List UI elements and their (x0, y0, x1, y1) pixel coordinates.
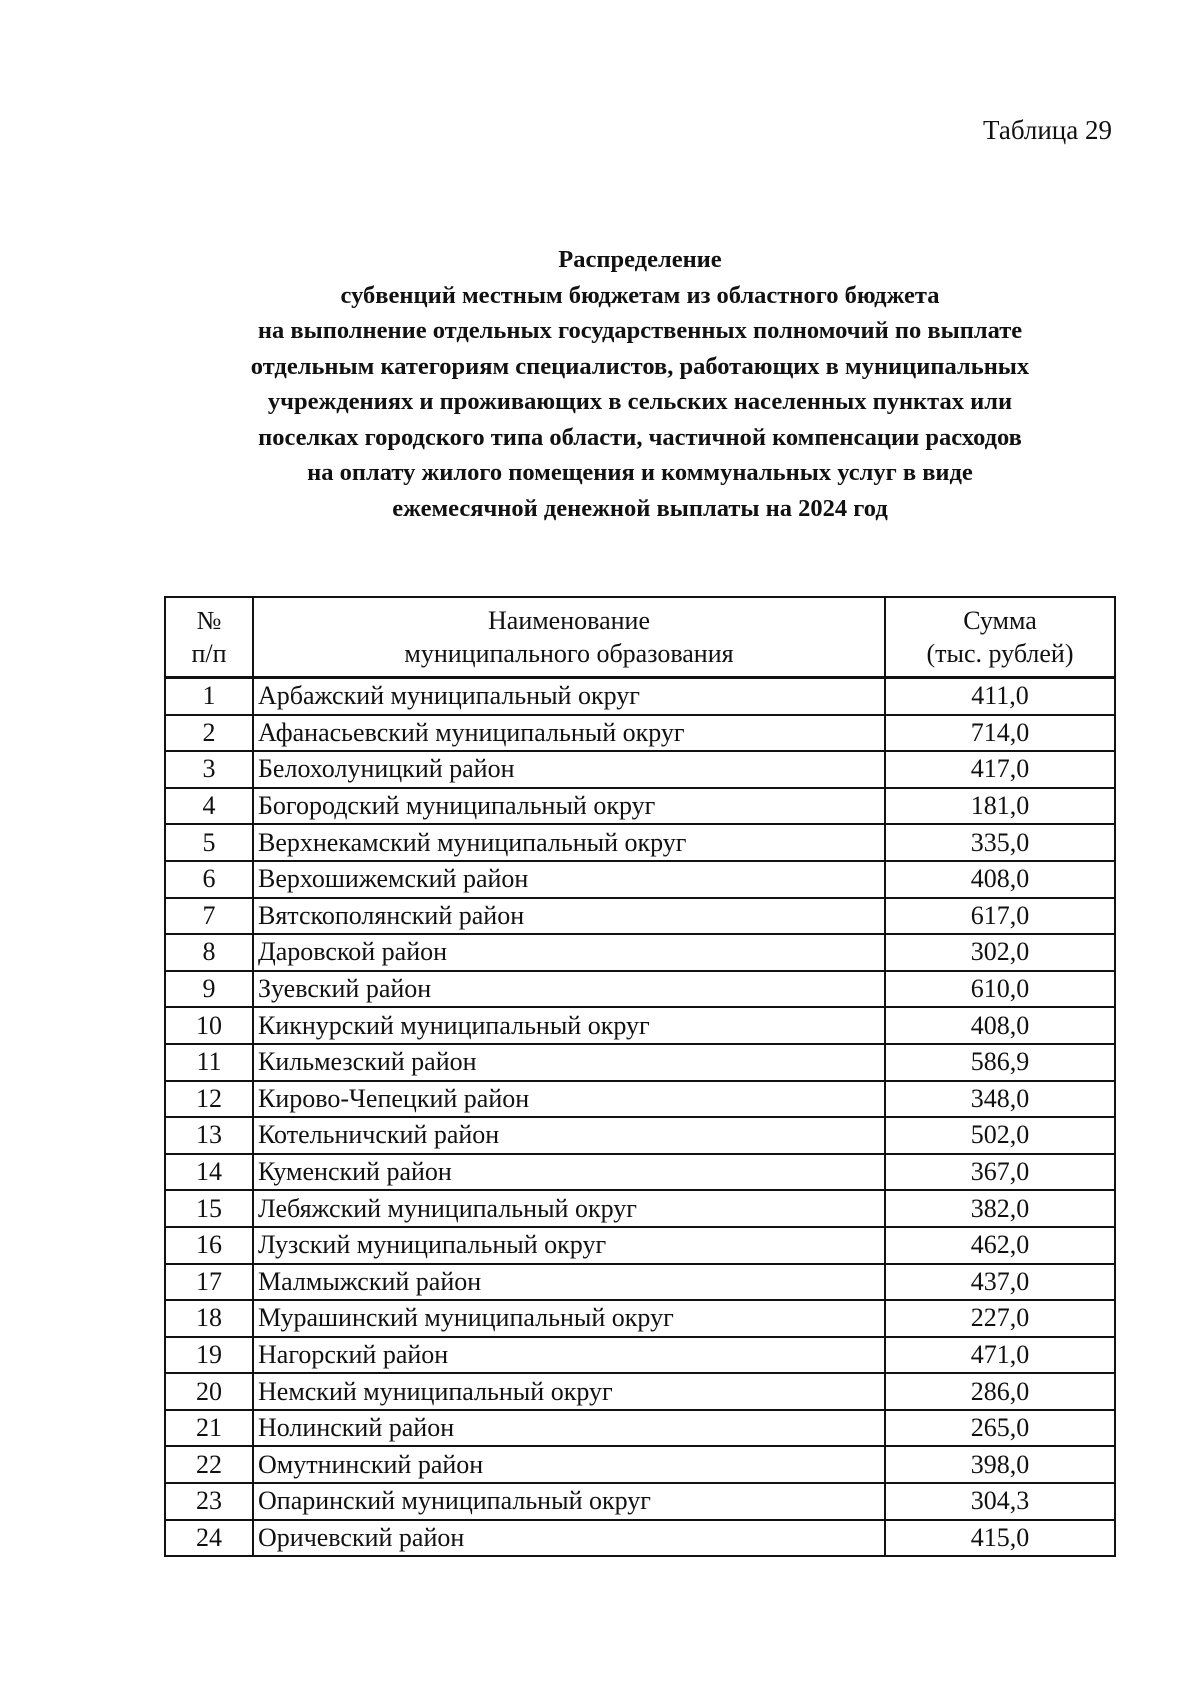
municipality-name: Афанасьевский муниципальный округ (253, 715, 885, 752)
subvention-amount: 367,0 (885, 1154, 1115, 1191)
municipality-name: Котельничский район (253, 1117, 885, 1154)
row-number: 8 (165, 934, 253, 971)
row-number: 14 (165, 1154, 253, 1191)
municipality-name: Оричевский район (253, 1520, 885, 1557)
subvention-amount: 502,0 (885, 1117, 1115, 1154)
title-line: учреждениях и проживающих в сельских населенных пунктах или (267, 388, 1013, 415)
table-row (165, 1190, 1115, 1227)
subvention-amount: 181,0 (885, 788, 1115, 825)
row-number: 13 (165, 1117, 253, 1154)
header-number-line1: № (196, 606, 222, 635)
row-number: 16 (165, 1227, 253, 1264)
row-number: 9 (165, 971, 253, 1008)
row-number: 4 (165, 788, 253, 825)
table-row (165, 1373, 1115, 1410)
row-number: 5 (165, 824, 253, 861)
subvention-amount: 417,0 (885, 751, 1115, 788)
subvention-amount: 348,0 (885, 1081, 1115, 1118)
table-row (165, 1520, 1115, 1557)
table-row (165, 1044, 1115, 1081)
row-number: 19 (165, 1337, 253, 1374)
header-sum (885, 597, 1115, 678)
subvention-amount: 286,0 (885, 1373, 1115, 1410)
row-number: 24 (165, 1520, 253, 1557)
row-number: 11 (165, 1044, 253, 1081)
table-row (165, 824, 1115, 861)
table-row (165, 1337, 1115, 1374)
table-number-label: Таблица 29 (983, 115, 1112, 145)
municipality-name: Немский муниципальный округ (253, 1373, 885, 1410)
municipality-name: Кильмезский район (253, 1044, 885, 1081)
subvention-amount: 408,0 (885, 1007, 1115, 1044)
table-row (165, 1117, 1115, 1154)
document-title (150, 242, 1130, 526)
row-number: 18 (165, 1300, 253, 1337)
subvention-amount: 304,3 (885, 1483, 1115, 1520)
municipality-name: Куменский район (253, 1154, 885, 1191)
header-name-line1: Наименование (488, 606, 650, 635)
row-number: 10 (165, 1007, 253, 1044)
title-line: Распределение (558, 246, 722, 273)
table-row (165, 1483, 1115, 1520)
table-body (165, 678, 1115, 1557)
municipality-name: Зуевский район (253, 971, 885, 1008)
header-name-line2: муниципального образования (404, 639, 734, 668)
table-row (165, 1081, 1115, 1118)
table-row (165, 788, 1115, 825)
municipality-name: Белохолуницкий район (253, 751, 885, 788)
row-number: 6 (165, 861, 253, 898)
municipality-name: Мурашинский муниципальный округ (253, 1300, 885, 1337)
table-header-row (165, 597, 1115, 678)
table-row (165, 751, 1115, 788)
municipality-name: Малмыжский район (253, 1264, 885, 1301)
row-number: 3 (165, 751, 253, 788)
municipality-name: Лебяжский муниципальный округ (253, 1190, 885, 1227)
header-name (253, 597, 885, 678)
municipality-name: Нолинский район (253, 1410, 885, 1447)
subvention-amount: 227,0 (885, 1300, 1115, 1337)
header-sum-line1: Сумма (963, 606, 1037, 635)
title-line: отдельным категориям специалистов, работающих в муниципальных (250, 352, 1030, 380)
municipality-name: Верхошижемский район (253, 861, 885, 898)
subvention-amount: 411,0 (885, 678, 1115, 715)
table-row (165, 1154, 1115, 1191)
subvention-amount: 415,0 (885, 1520, 1115, 1557)
subvention-amount: 714,0 (885, 715, 1115, 752)
row-number: 22 (165, 1446, 253, 1483)
municipality-name: Нагорский район (253, 1337, 885, 1374)
table-row (165, 971, 1115, 1008)
municipality-name: Кикнурский муниципальный округ (253, 1007, 885, 1044)
title-line: поселках городского типа области, частичной компенсации расходов (258, 423, 1022, 451)
municipality-name: Вятскополянский район (253, 898, 885, 935)
row-number: 1 (165, 678, 253, 715)
subvention-amount: 265,0 (885, 1410, 1115, 1447)
subvention-amount: 471,0 (885, 1337, 1115, 1374)
municipality-name: Кирово-Чепецкий район (253, 1081, 885, 1118)
subvention-amount: 462,0 (885, 1227, 1115, 1264)
subvention-amount: 586,9 (885, 1044, 1115, 1081)
table-row (165, 1446, 1115, 1483)
title-line: ежемесячной денежной выплаты на 2024 год (392, 494, 888, 522)
municipality-name: Богородский муниципальный округ (253, 788, 885, 825)
table-row (165, 1007, 1115, 1044)
municipality-name: Лузский муниципальный округ (253, 1227, 885, 1264)
row-number: 7 (165, 898, 253, 935)
subvention-amount: 335,0 (885, 824, 1115, 861)
subvention-amount: 610,0 (885, 971, 1115, 1008)
table-row (165, 898, 1115, 935)
row-number: 17 (165, 1264, 253, 1301)
header-number-line2: п/п (191, 639, 227, 668)
table-row (165, 1410, 1115, 1447)
municipality-name: Даровской район (253, 934, 885, 971)
table-row (165, 1264, 1115, 1301)
row-number: 23 (165, 1483, 253, 1520)
header-number (165, 597, 253, 678)
row-number: 15 (165, 1190, 253, 1227)
subvention-amount: 398,0 (885, 1446, 1115, 1483)
table-row (165, 861, 1115, 898)
subvention-amount: 302,0 (885, 934, 1115, 971)
row-number: 2 (165, 715, 253, 752)
subvention-amount: 408,0 (885, 861, 1115, 898)
row-number: 21 (165, 1410, 253, 1447)
row-number: 20 (165, 1373, 253, 1410)
subvention-amount: 382,0 (885, 1190, 1115, 1227)
municipality-name: Омутнинский район (253, 1446, 885, 1483)
subvention-table (164, 596, 1116, 1557)
table-row (165, 1300, 1115, 1337)
table-row (165, 934, 1115, 971)
header-sum-line2: (тыс. рублей) (926, 639, 1074, 668)
title-line: на оплату жилого помещения и коммунальных услуг в виде (307, 459, 973, 486)
subvention-amount: 437,0 (885, 1264, 1115, 1301)
table-row (165, 678, 1115, 715)
table-row (165, 715, 1115, 752)
municipality-name: Опаринский муниципальный округ (253, 1483, 885, 1520)
row-number: 12 (165, 1081, 253, 1118)
municipality-name: Арбажский муниципальный округ (253, 678, 885, 715)
title-line: субвенций местным бюджетам из областного бюджета (340, 281, 940, 309)
municipality-name: Верхнекамский муниципальный округ (253, 824, 885, 861)
table-row (165, 1227, 1115, 1264)
subvention-amount: 617,0 (885, 898, 1115, 935)
title-line: на выполнение отдельных государственных полномочий по выплате (257, 317, 1023, 344)
